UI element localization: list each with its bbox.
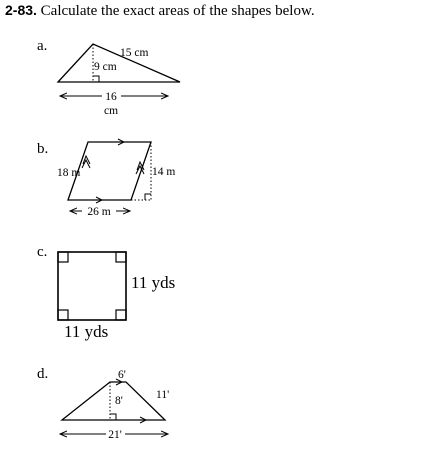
triangle-side-label: 15 cm — [120, 47, 149, 59]
triangle-base-unit: cm — [103, 105, 119, 117]
trapezoid-outline — [62, 382, 165, 420]
triangle-a — [58, 44, 180, 117]
right-angle-marker — [58, 252, 68, 262]
parallel-marker-right — [136, 162, 144, 174]
parallel-marker-top — [118, 139, 124, 145]
problem-instruction: Calculate the exact areas of the shapes below. — [40, 3, 315, 19]
trapezoid-side-label: 11' — [156, 389, 170, 401]
square-outline — [58, 252, 126, 320]
parallel-marker-left — [82, 156, 90, 168]
parallel-marker-bottom — [96, 197, 102, 203]
square-c — [58, 252, 175, 341]
problem-header — [5, 0, 315, 21]
right-angle-marker — [58, 310, 68, 320]
right-angle-marker — [93, 76, 99, 82]
triangle-base-value: 16 — [105, 91, 117, 103]
part-b-label: b. — [37, 141, 49, 157]
parallel-marker-bottom — [140, 417, 146, 423]
right-angle-marker — [116, 310, 126, 320]
trapezoid-d — [60, 369, 169, 441]
right-angle-marker — [145, 194, 151, 200]
parallelogram-b — [57, 139, 175, 218]
trapezoid-height-label: 8' — [115, 395, 123, 407]
part-c-label: c. — [37, 244, 48, 260]
parallelogram-outline — [68, 142, 151, 200]
parallelogram-base-label: 26 m — [87, 206, 111, 218]
square-side-right-label: 11 yds — [131, 273, 176, 292]
trapezoid-base-label: 21' — [108, 429, 122, 441]
problem-number: 2-83. — [5, 2, 37, 18]
square-side-bottom-label: 11 yds — [64, 322, 109, 341]
trapezoid-top-label: 6' — [118, 369, 126, 381]
parallelogram-side-label: 18 m — [57, 167, 81, 179]
parallelogram-height-label: 14 m — [152, 166, 176, 178]
part-d-label: d. — [37, 366, 49, 382]
right-angle-marker — [116, 252, 126, 262]
parallel-marker-top — [116, 379, 122, 385]
right-angle-marker — [110, 414, 116, 420]
part-a-label: a. — [37, 38, 48, 54]
triangle-height-label: 9 cm — [94, 61, 117, 73]
triangle-outline — [58, 44, 180, 82]
